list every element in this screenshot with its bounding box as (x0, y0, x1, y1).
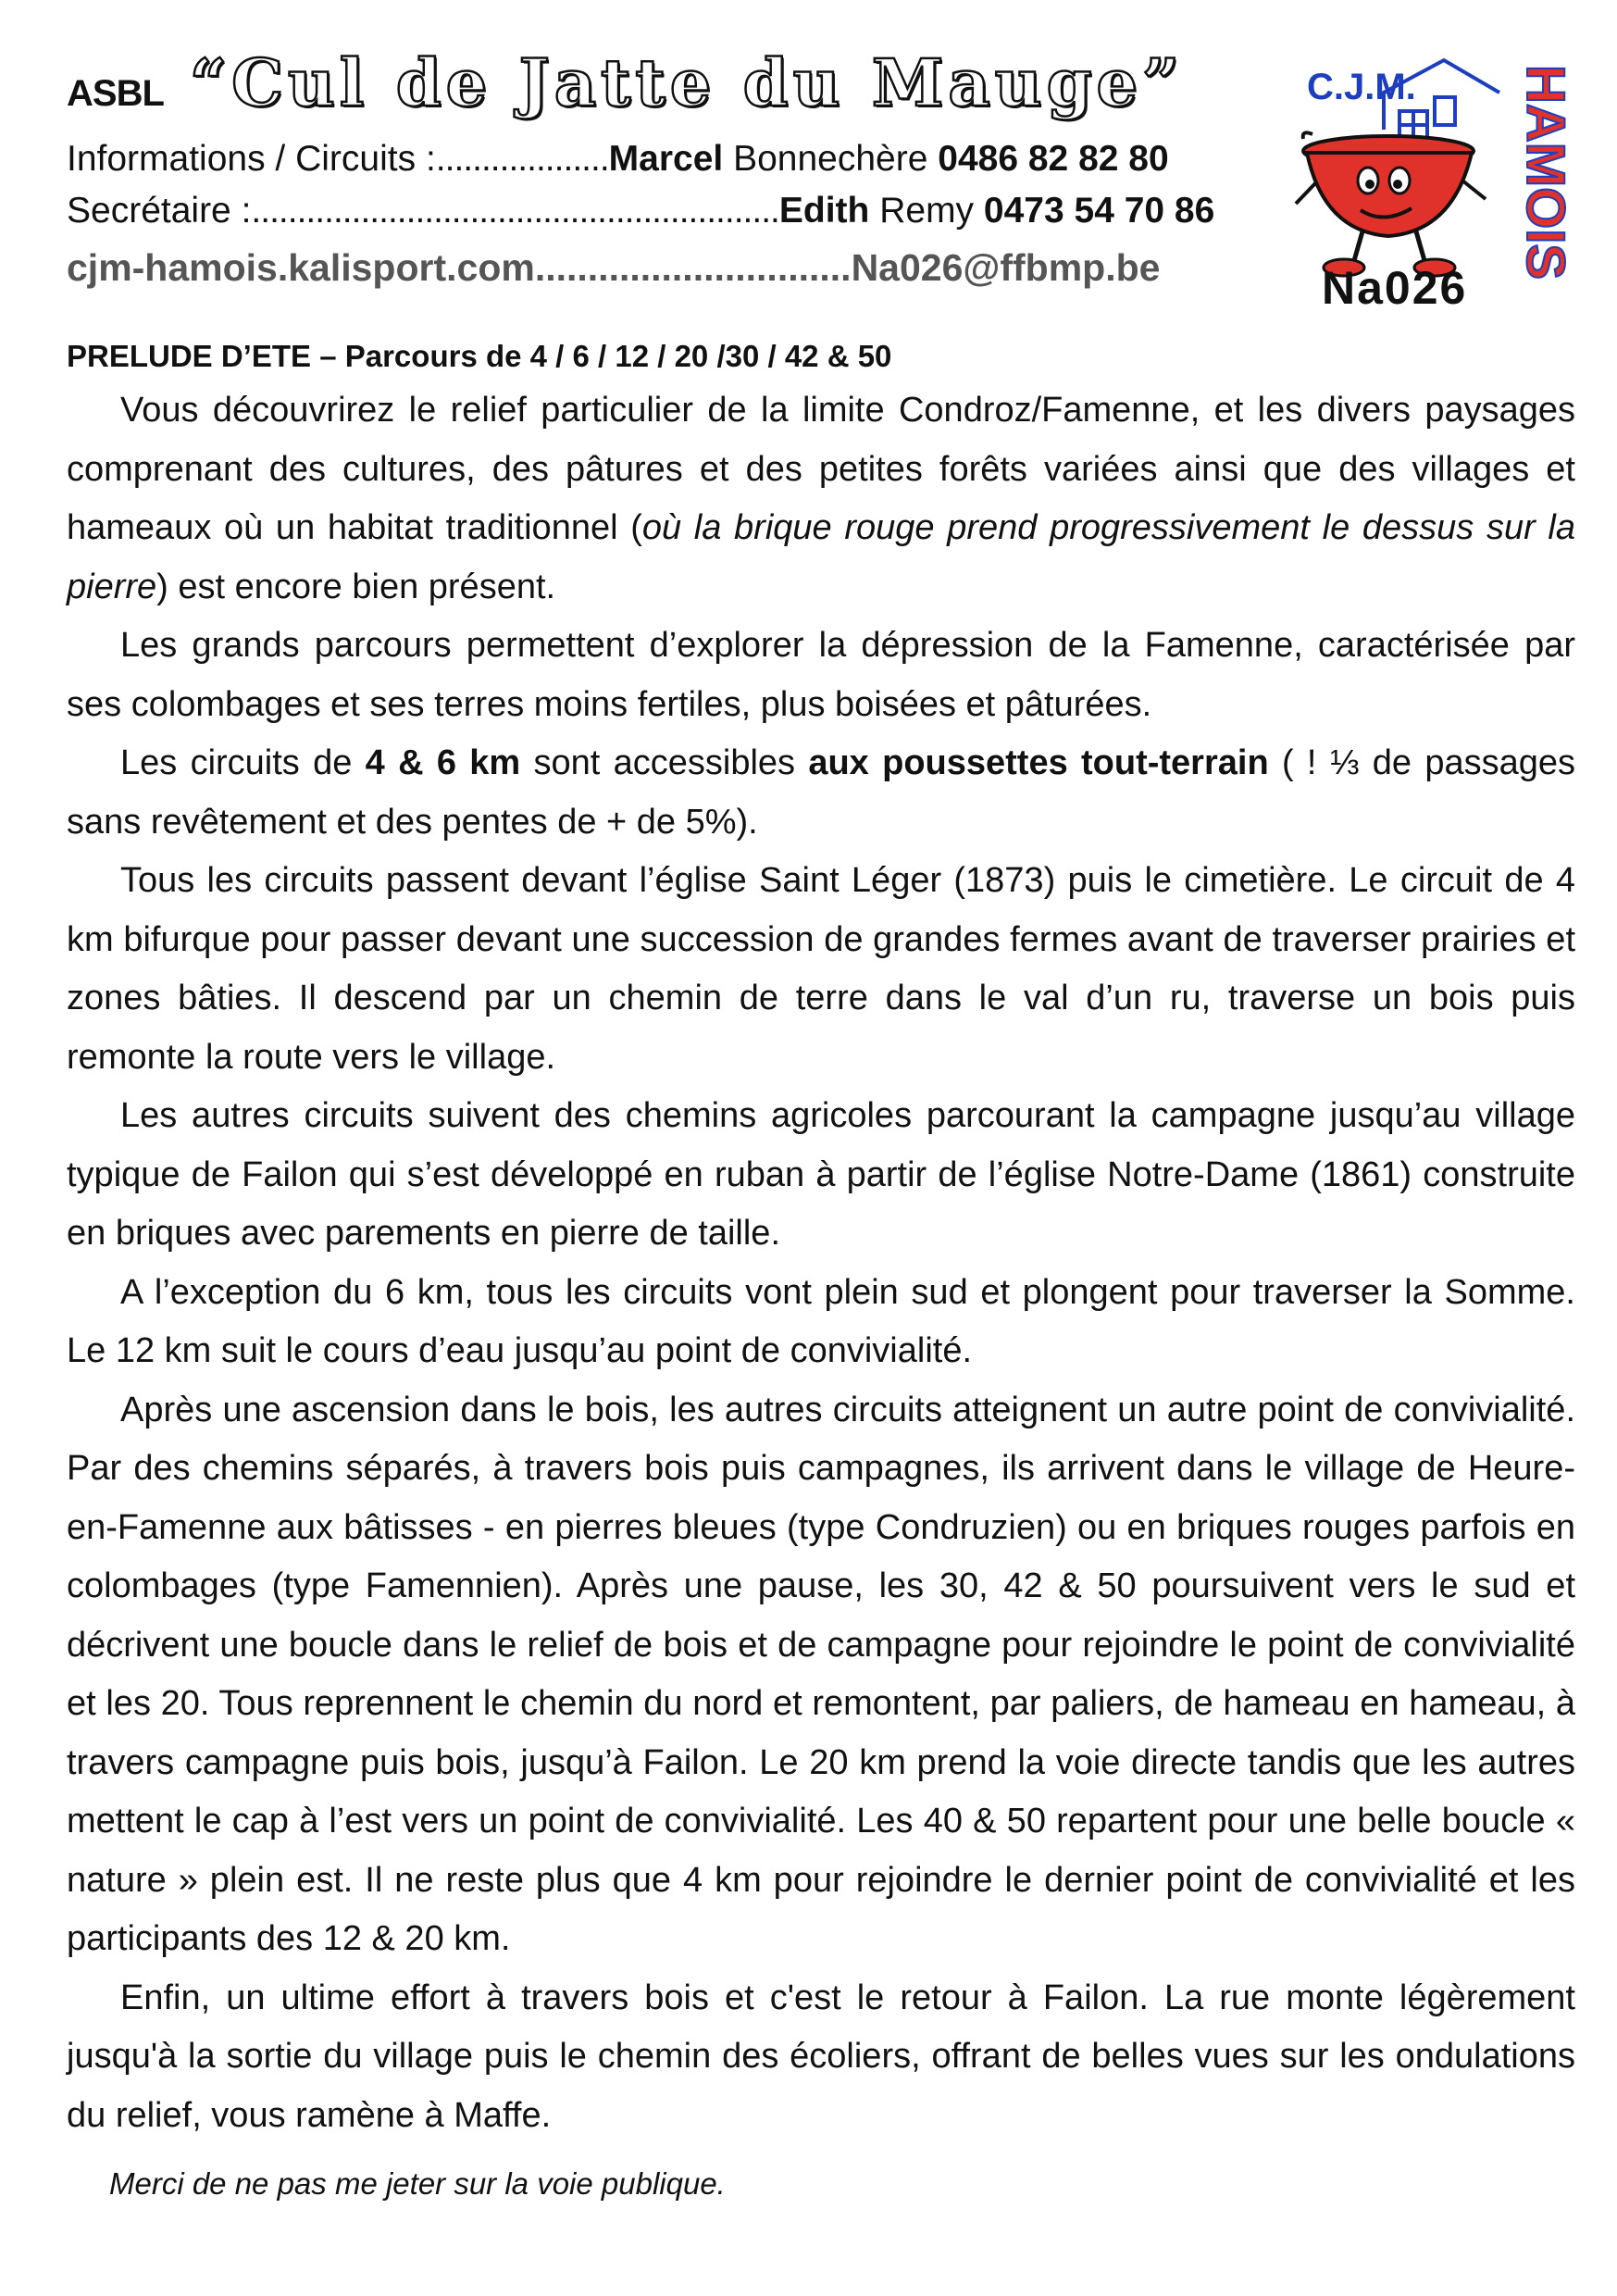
letterhead (67, 44, 1270, 298)
logo-top-text: C.J.M. (1307, 67, 1416, 107)
paragraph-famenne: Les grands parcours permettent d’explorer la dépression de la Famenne, caractérisée par ses colombages et ses terres moins fertiles, plus boisées et pâturées. (67, 626, 1575, 724)
secretary-phone: 0473 54 70 86 (983, 191, 1215, 231)
club-name: “Cul de Jatte du Mauge” (189, 44, 1185, 121)
p3-bold-strollers: aux poussettes tout-terrain (808, 743, 1269, 782)
web-dots: .............................. (534, 246, 852, 289)
main-content (67, 333, 1575, 2145)
paragraph-failon: Les autres circuits suivent des chemins agricoles parcourant la campagne jusqu’au village typique de Failon qui s’est développé en ruban à partir de l’église Notre-Dame (1861) construite en briques avec parements en pierre de taille. (67, 1096, 1575, 1253)
website: cjm-hamois.kalisport.com (67, 246, 535, 289)
paragraph-strollers (67, 734, 1575, 852)
title-line (67, 44, 1270, 133)
secretary-last-name: Remy (879, 191, 975, 231)
web-contact-line (67, 237, 1270, 298)
mascot-icon (1296, 132, 1486, 276)
info-label: Informations / Circuits : (67, 139, 436, 179)
p3-text-b: sont accessibles (520, 743, 809, 782)
secretary-dots: .......................................................... (251, 191, 779, 231)
info-contact-line (67, 133, 1270, 185)
secretary-contact-line (67, 185, 1270, 237)
logo-side-text: HAMOIS (1515, 65, 1575, 280)
email: Na026@ffbmp.be (851, 246, 1161, 289)
paragraph-return: Enfin, un ultime effort à travers bois et c'est le retour à Failon. La rue monte légèrement jusqu'à la sortie du village puis le chemin des écoliers, offrant de belles vues sur les ondulations du relief, vous ramène à Maffe. (67, 1978, 1575, 2135)
asbl-label: ASBL (67, 73, 164, 114)
footer-note: Merci de ne pas me jeter sur la voie publique. (109, 2166, 726, 2201)
paragraph-heure: Après une ascension dans le bois, les autres circuits atteignent un autre point de convivialité. Par des chemins séparés, à travers bois puis campagnes, ils arrivent dans le village de Heure-en-Famenne aux bâtisses - en pierres bleues (type Condruzien) ou en briques rouges parfois en colombages (type Famennien). Après une pause, les 30, 42 & 50 poursuivent vers le sud et décrivent une boucle dans le relief de bois et de campagne pour rejoindre le point de convivialité et les 20. Tous reprennent le chemin du nord et remontent, par paliers, de hameau en hameau, à travers campagne puis bois, jusqu’à Failon. Le 20 km prend la voie directe tandis que les autres mettent le cap à l’est vers un point de convivialité. Les 40 & 50 repartent pour une belle boucle « nature » plein est. Il ne reste plus que 4 km pour rejoindre le dernier point de convivialité et les participants des 12 & 20 km. (67, 1390, 1575, 1958)
section-title: PRELUDE D’ETE – Parcours de 4 / 6 / 12 / 20 /30 / 42 & 50 (67, 339, 892, 373)
p1-text-a: Vous découvrirez le relief particulier de la limite Condroz/Famenne, et les divers paysages comprenant des cultures, des pâtures et des petites forêts variées ainsi que des villages et hameaux où un habitat traditionnel ( (67, 391, 1575, 547)
club-code: Na026 (1322, 262, 1468, 314)
info-last-name: Bonnechère (733, 139, 928, 179)
paragraph-intro (67, 381, 1575, 617)
p3-bold-distance: 4 & 6 km (365, 743, 521, 782)
secretary-first-name: Edith (778, 191, 870, 231)
p1-text-b: ) est encore bien présent. (156, 567, 556, 606)
p3-text-c: ( ! ⅓ de passages sans revêtement et des pentes de + de 5%). (67, 743, 1575, 842)
secretary-label: Secrétaire : (67, 191, 252, 231)
info-dots: ................... (435, 139, 609, 179)
p1-italic: où la brique rouge prend progressivement le dessus sur la pierre (67, 508, 1575, 606)
info-first-name: Marcel (608, 139, 724, 179)
p3-text-a: Les circuits de (120, 743, 366, 782)
paragraph-somme: A l’exception du 6 km, tous les circuits vont plein sud et plongent pour traverser la Somme. Le 12 km suit le cours d’eau jusqu’au point de convivialité. (67, 1272, 1575, 1370)
info-phone: 0486 82 82 80 (938, 139, 1169, 179)
paragraph-church: Tous les circuits passent devant l’église Saint Léger (1873) puis le cimetière. Le circuit de 4 km bifurque pour passer devant une succession de grandes fermes avant de traverser prairies et zones bâties. Il descend par un chemin de terre dans le val d’un ru, traverse un bois puis remonte la route vers le village. (67, 861, 1575, 1077)
